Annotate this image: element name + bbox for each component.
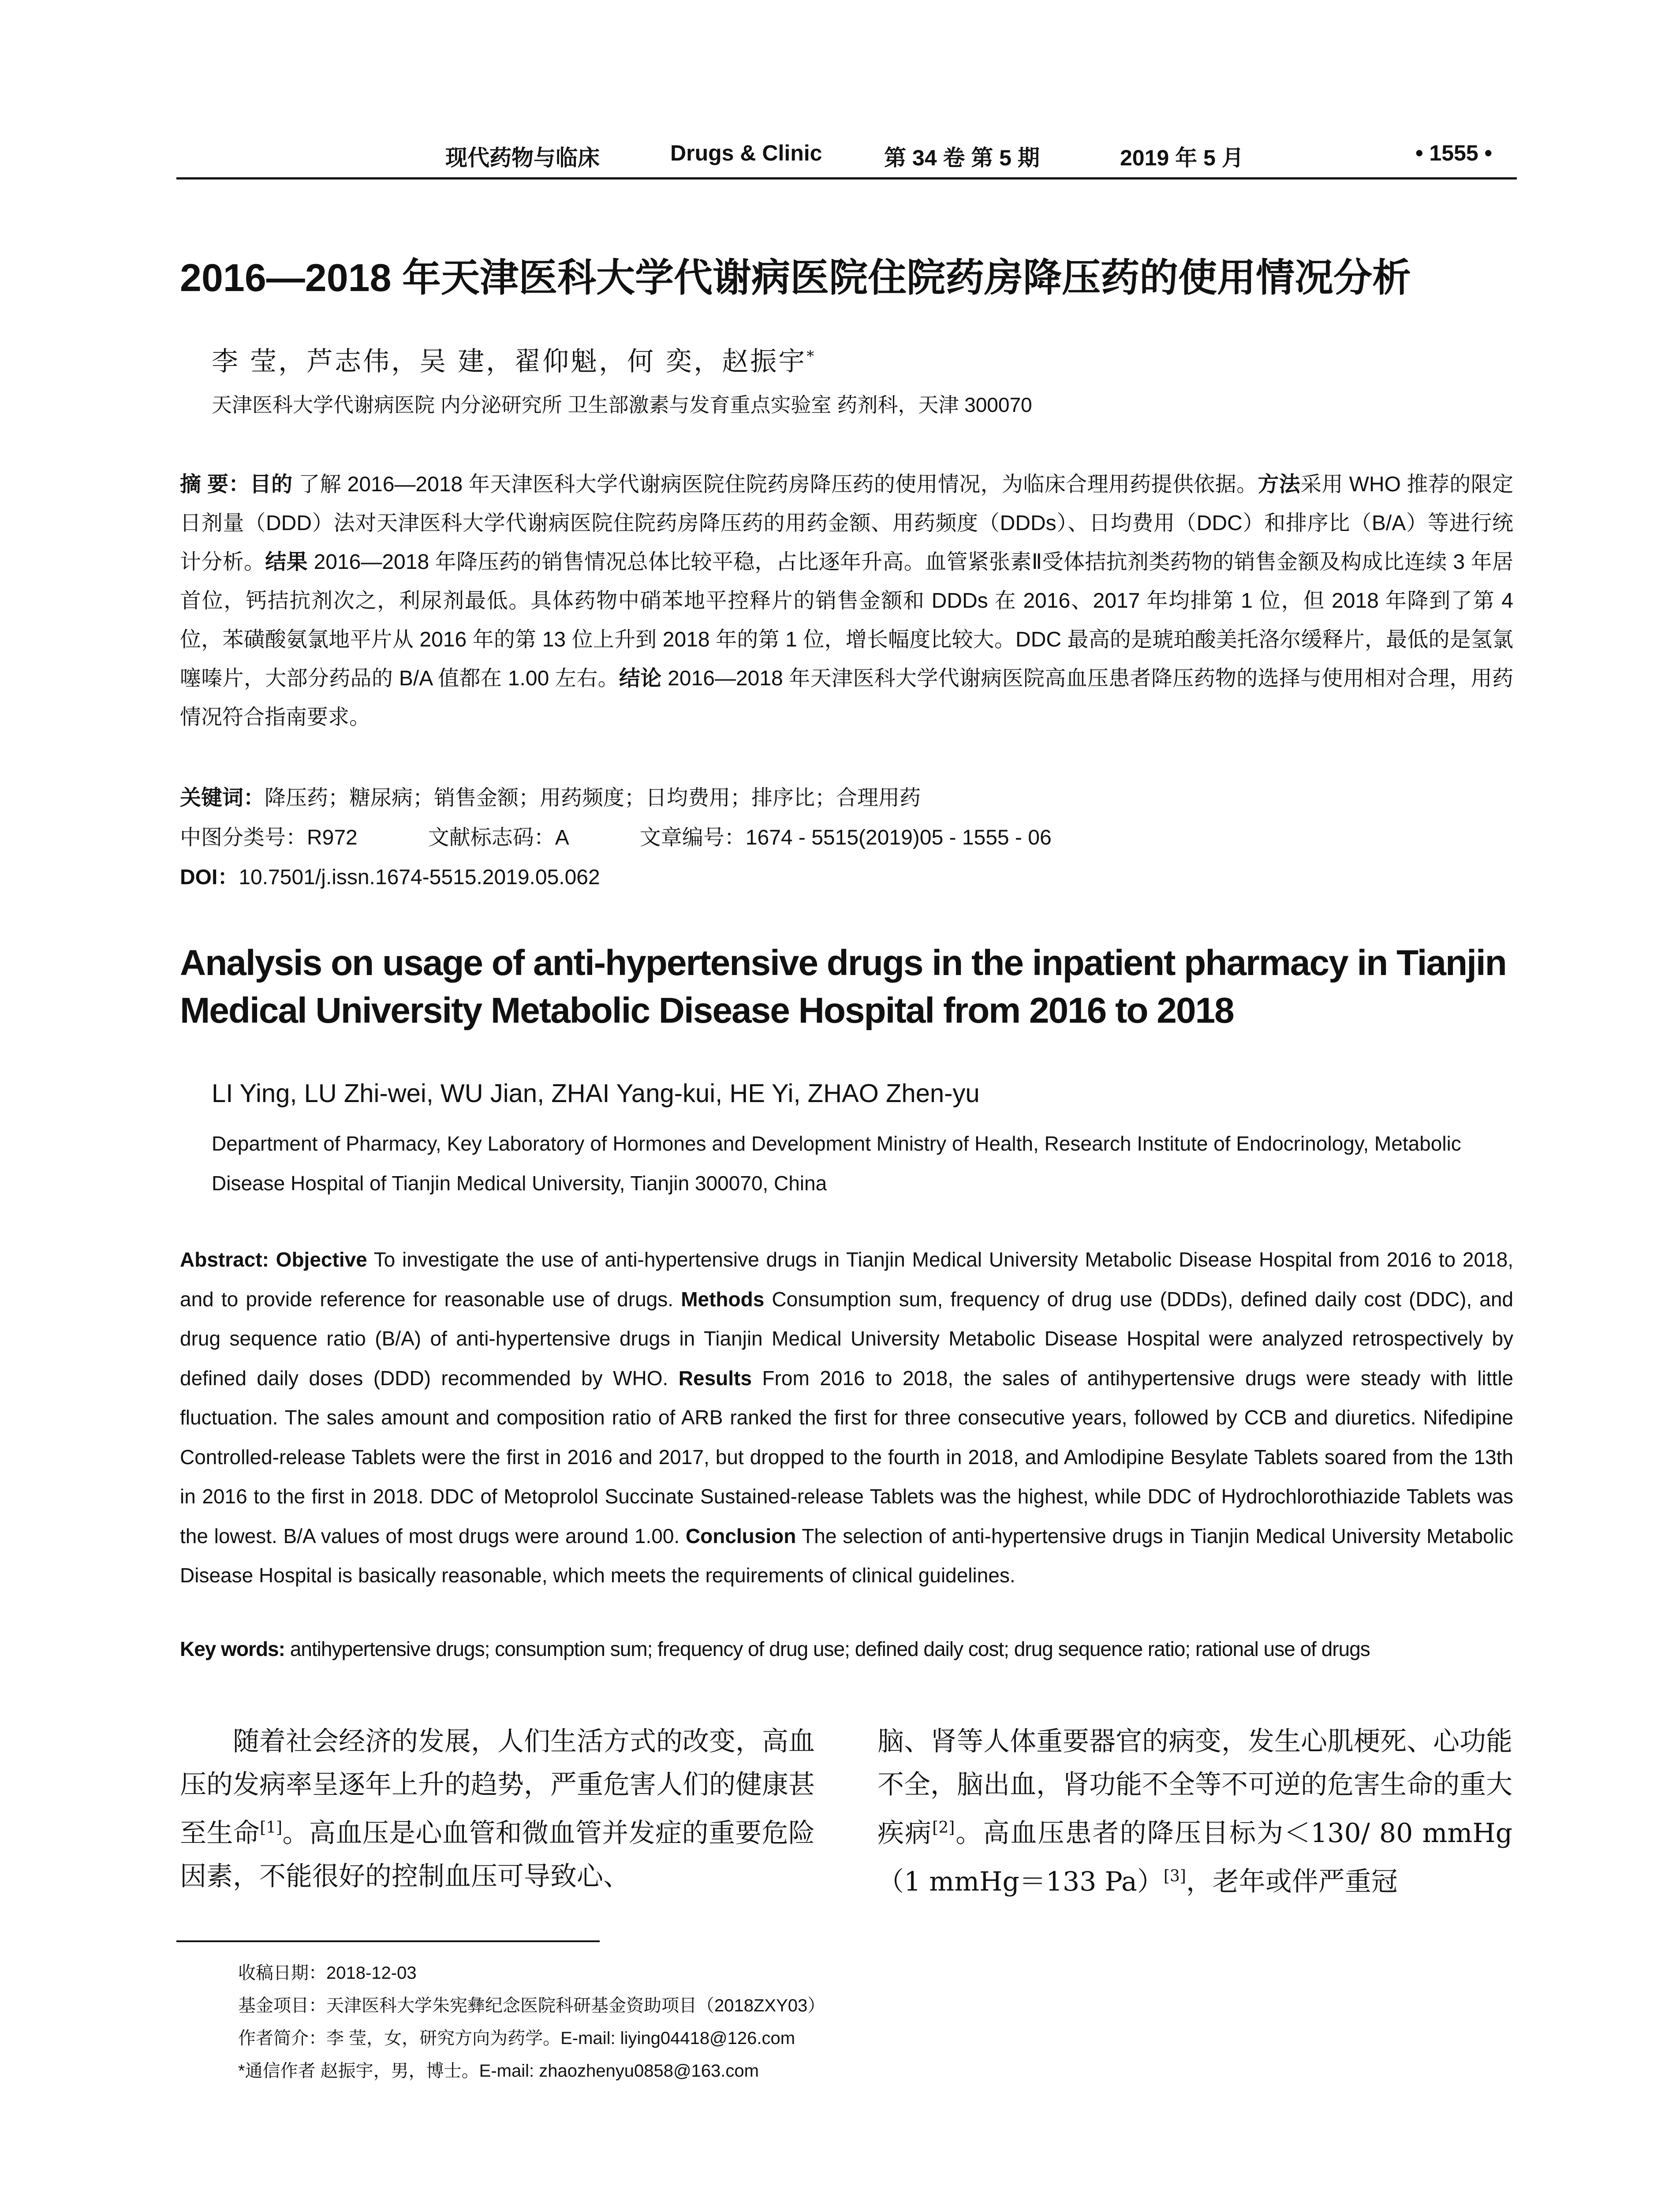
keywords-text-en: antihypertensive drugs; consumption sum; frequency of drug use; defined daily cost; drug sequence ratio; rational use of drugs [290,1637,1370,1660]
conclusion-text-cn: 2016—2018 年天津医科大学代谢病医院高血压患者降压药物的选择与使用相对合理，用药情况符合指南要求。 [180,667,1513,729]
clc-number: 中图分类号：R972 [180,826,358,849]
paper-title-cn: 2016—2018 年天津医科大学代谢病医院住院药房降压药的使用情况分析 [180,256,1411,299]
objective-label-en: Objective [276,1248,367,1271]
doi-label: DOI： [180,866,239,889]
body-text: 。高血压是心血管和微血管并发症的重要危险因素，不能很好的控制血压可导致心、 [180,1818,815,1892]
author-list-en: LI Ying, LU Zhi-wei, WU Jian, ZHAI Yang-kui, HE Yi, ZHAO Zhen-yu [212,1079,980,1108]
conclusion-label-cn: 结论 [619,667,662,690]
author-list-cn [212,340,816,378]
results-text-cn: 2016—2018 年降压药的销售情况总体比较平稳，占比逐年升高。血管紧张素Ⅱ受体拮抗剂类药物的销售金额及构成比连续 3 年居首位，钙拮抗剂次之，利尿剂最低。具体药物中硝苯地平控释片的销售金额和 DDDs 在 2016、2017 年均排第 1 位，但 2018 年降到了第 4 位，苯磺酸氨氯地平片从 2016 年的第 13 位上升到 2018 年的第 1 位，增长幅度比较大。DDC 最高的是琥珀酸美托洛尔缓释片，最低的是氢氯噻嗪片，大部分药品的 B/A 值都在 1.00 左右。 [180,550,1513,690]
conclusion-text-en: The selection of anti-hypertensive drugs in Tianjin Medical University Metabolic Disease Hospital is basically reasonable, which meets the requirements of clinical guidelines. [180,1524,1513,1587]
abstract-label-cn: 摘 要： [180,473,250,496]
affiliation-en: Department of Pharmacy, Key Laboratory of Hormones and Development Ministry of Health, Research Institute of Endocrinology, Metabolic Disease Hospital of Tianjin Medical University, Tianjin 300070, China [212,1132,1461,1195]
footnote-corresponding-author: *通信作者 赵振宇，男，博士。E-mail: zhaozhenyu0858@163.com [238,2061,759,2081]
results-text-en: From 2016 to 2018, the sales of antihypertensive drugs were steady with little fluctuation. The sales amount and composition ratio of ARB ranked the first for three consecutive years, followed by CCB and diuretics. Nifedipine Controlled-release Tablets were the first in 2016 and 2017, but dropped to the fourth in 2018, and Amlodipine Besylate Tablets soared from the 13th in 2016 to the first in 2018. DDC of Metoprolol Succinate Sustained-release Tablets was the highest, while DDC of Hydrochlorothiazide Tablets was the lowest. B/A values of most drugs were around 1.00. [180,1366,1514,1547]
journal-name-en: Drugs & Clinic [670,141,822,165]
footnote-author-bio: 作者简介：李 莹，女，研究方向为药学。E-mail: liying04418@126.com [238,2029,795,2048]
abstract-label-en: Abstract: [180,1248,276,1271]
abstract-en [180,1240,1513,1596]
conclusion-label-en: Conclusion [685,1524,796,1547]
body-column-right [877,1720,1512,1903]
keywords-cn [180,781,1513,811]
body-text: 。高血压患者的降压目标为＜130/ 80 mmHg（1 mmHg＝133 Pa） [877,1818,1513,1897]
page-number: • 1555 • [1415,141,1493,165]
methods-label-en: Methods [681,1287,765,1311]
corresponding-author-mark: * [806,348,816,365]
keywords-text-cn: 降压药；糖尿病；销售金额；用药频度；日均费用；排序比；合理用药 [265,786,921,810]
abstract-cn [180,465,1513,737]
results-label-en: Results [678,1366,752,1390]
citation-ref[interactable]: [1] [260,1819,283,1837]
issue-date: 2019 年 5 月 [1120,146,1244,170]
classification-line [180,820,1513,851]
header-rule [176,177,1517,179]
footnote-funding: 基金项目：天津医科大学朱宪彝纪念医院科研基金资助项目（2018ZXY03） [238,1996,825,2015]
objective-text-cn: 了解 2016—2018 年天津医科大学代谢病医院住院药房降压药的使用情况，为临床合理用药提供依据。 [292,473,1258,496]
body-column-left [180,1720,815,1898]
article-number: 文章编号：1674 - 5515(2019)05 - 1555 - 06 [639,826,1052,849]
footnote-rule [176,1940,600,1942]
body-text: 脑、肾等人体重要器官的病变，发生心肌梗死、心功能不全，脑出血，肾功能不全等不可逆的危害生命的重大疾病 [877,1726,1512,1849]
methods-label-cn: 方法 [1258,473,1301,496]
affiliation-cn: 天津医科大学代谢病医院 内分泌研究所 卫生部激素与发育重点实验室 药剂科，天津 300070 [212,393,1032,416]
objective-label-cn: 目的 [250,473,293,496]
body-text: 随着社会经济的发展，人们生活方式的改变，高血压的发病率呈逐年上升的趋势，严重危害人们的健康甚至生命 [180,1726,815,1849]
author-names-cn: 李 莹，芦志伟，吴 建，翟仰魁，何 奕，赵振宇 [212,346,807,377]
keywords-label-cn: 关键词： [180,786,265,810]
keywords-en [180,1637,1513,1661]
document-code: 文献标志码：A [428,826,569,849]
methods-text-cn: 采用 WHO 推荐的限定日剂量（DDD）法对天津医科大学代谢病医院住院药房降压药的用药金额、用药频度（DDDs）、日均费用（DDC）和排序比（B/A）等进行统计分析。 [180,473,1513,574]
doi-value[interactable]: 10.7501/j.issn.1674-5515.2019.05.062 [239,866,600,889]
keywords-label-en: Key words: [180,1637,290,1660]
paper-title-en: Analysis on usage of anti-hypertensive drugs in the inpatient pharmacy in Tianjin Medical University Metabolic Disease Hospital from 2016 to 2018 [180,943,1506,1031]
results-label-cn: 结果 [265,550,308,574]
footnote-received-date: 收稿日期：2018-12-03 [238,1963,417,1983]
volume-issue: 第 34 卷 第 5 期 [884,146,1040,170]
citation-ref[interactable]: [3] [1163,1867,1186,1885]
citation-ref[interactable]: [2] [932,1819,955,1837]
body-text: ，老年或伴严重冠 [1186,1866,1398,1897]
methods-text-en: Consumption sum, frequency of drug use (DDDs), defined daily cost (DDC), and drug sequence ratio (B/A) of anti-hypertensive drugs in Tianjin Medical University Metabolic Disease Hospital were analyzed retrospectively by defined daily doses (DDD) recommended by WHO. [180,1287,1513,1390]
journal-name-cn: 现代药物与临床 [445,145,600,171]
doi-line [180,860,1513,890]
objective-text-en: To investigate the use of anti-hypertensive drugs in Tianjin Medical University Metabolic Disease Hospital from 2016 to 2018, and to provide reference for reasonable use of drugs. [180,1248,1513,1311]
